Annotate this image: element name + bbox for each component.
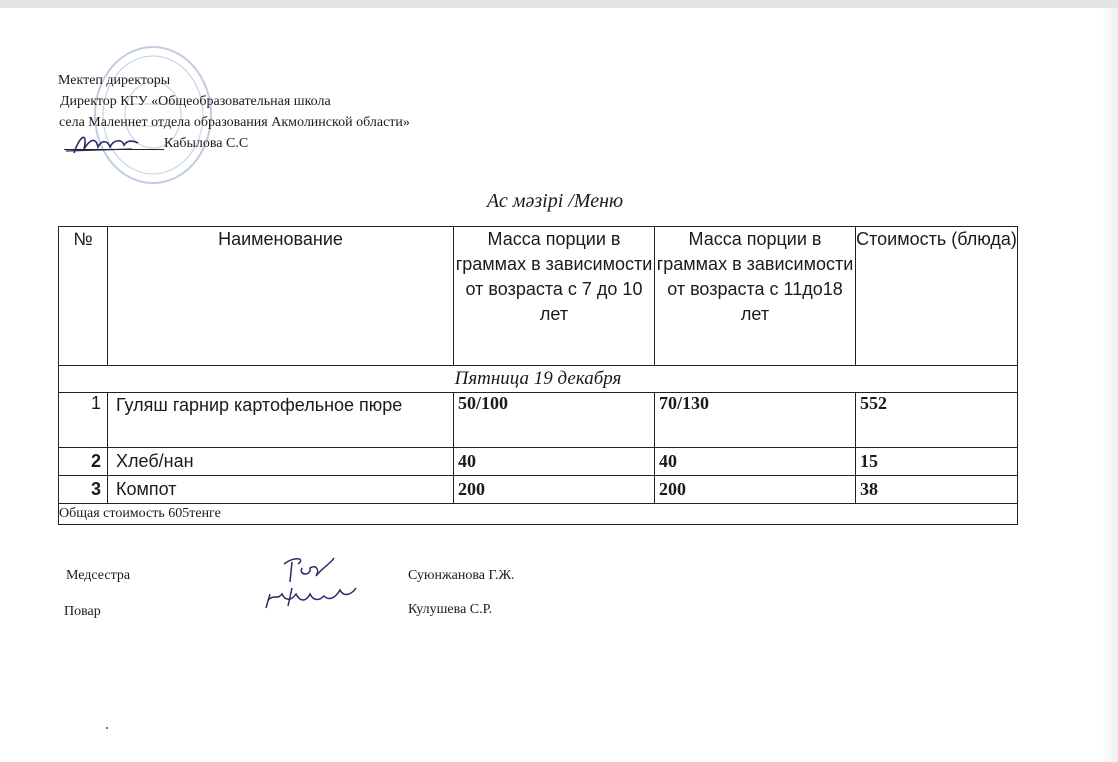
right-scan-edge xyxy=(1102,8,1118,762)
row-cost: 15 xyxy=(856,448,1018,476)
director-signature-icon xyxy=(62,127,172,159)
col-header-name: Наименование xyxy=(108,227,454,366)
signatures-block xyxy=(66,566,666,646)
row-mass-7-10: 50/100 xyxy=(454,393,655,448)
table-header-row xyxy=(59,227,1018,366)
row-cost: 38 xyxy=(856,476,1018,504)
header-line-kgu: Директор КГУ «Общеобразовательная школа xyxy=(60,94,331,109)
director-name: Кабылова С.С xyxy=(164,136,249,151)
header-line-school-director: Мектеп директоры xyxy=(58,73,171,88)
approval-block xyxy=(58,70,410,155)
day-row xyxy=(59,366,1018,393)
row-name: Компот xyxy=(108,476,454,504)
top-scan-border xyxy=(0,0,1118,8)
table-row xyxy=(59,448,1018,476)
col-header-cost: Стоимость (блюда) xyxy=(856,227,1018,366)
header-line-village: села Маленнет отдела образования Акмолинской области» xyxy=(59,115,410,130)
col-header-mass-7-10: Масса порции в граммах в зависимости от возраста с 7 до 10 лет xyxy=(454,227,655,366)
row-mass-11-18: 200 xyxy=(655,476,856,504)
row-num: 1 xyxy=(59,393,108,448)
scan-speck xyxy=(106,727,108,729)
nurse-name: Суюнжанова Г.Ж. xyxy=(408,568,515,583)
total-row xyxy=(59,504,1018,525)
row-mass-7-10: 200 xyxy=(454,476,655,504)
row-name: Хлеб/нан xyxy=(108,448,454,476)
menu-table xyxy=(58,226,1018,525)
menu-title: Ас мәзірі /Меню xyxy=(486,190,624,212)
total-cost: Общая стоимость 605тенге xyxy=(59,504,1018,525)
row-num: 2 xyxy=(59,448,108,476)
handwritten-signatures-icon xyxy=(262,554,372,624)
nurse-role: Медсестра xyxy=(66,568,131,583)
row-mass-7-10: 40 xyxy=(454,448,655,476)
day-label: Пятница 19 декабря xyxy=(59,366,1018,393)
table-row xyxy=(59,393,1018,448)
row-name: Гуляш гарнир картофельное пюре xyxy=(108,393,454,448)
col-header-num: № xyxy=(59,227,108,366)
cook-name: Кулушева С.Р. xyxy=(408,602,493,617)
table-row xyxy=(59,476,1018,504)
cook-role: Повар xyxy=(64,604,101,619)
col-header-mass-11-18: Масса порции в граммах в зависимости от возраста с 11до18 лет xyxy=(655,227,856,366)
row-num: 3 xyxy=(59,476,108,504)
signature-underline xyxy=(64,149,164,150)
row-cost: 552 xyxy=(856,393,1018,448)
director-signature-line xyxy=(58,133,410,155)
row-mass-11-18: 70/130 xyxy=(655,393,856,448)
row-mass-11-18: 40 xyxy=(655,448,856,476)
